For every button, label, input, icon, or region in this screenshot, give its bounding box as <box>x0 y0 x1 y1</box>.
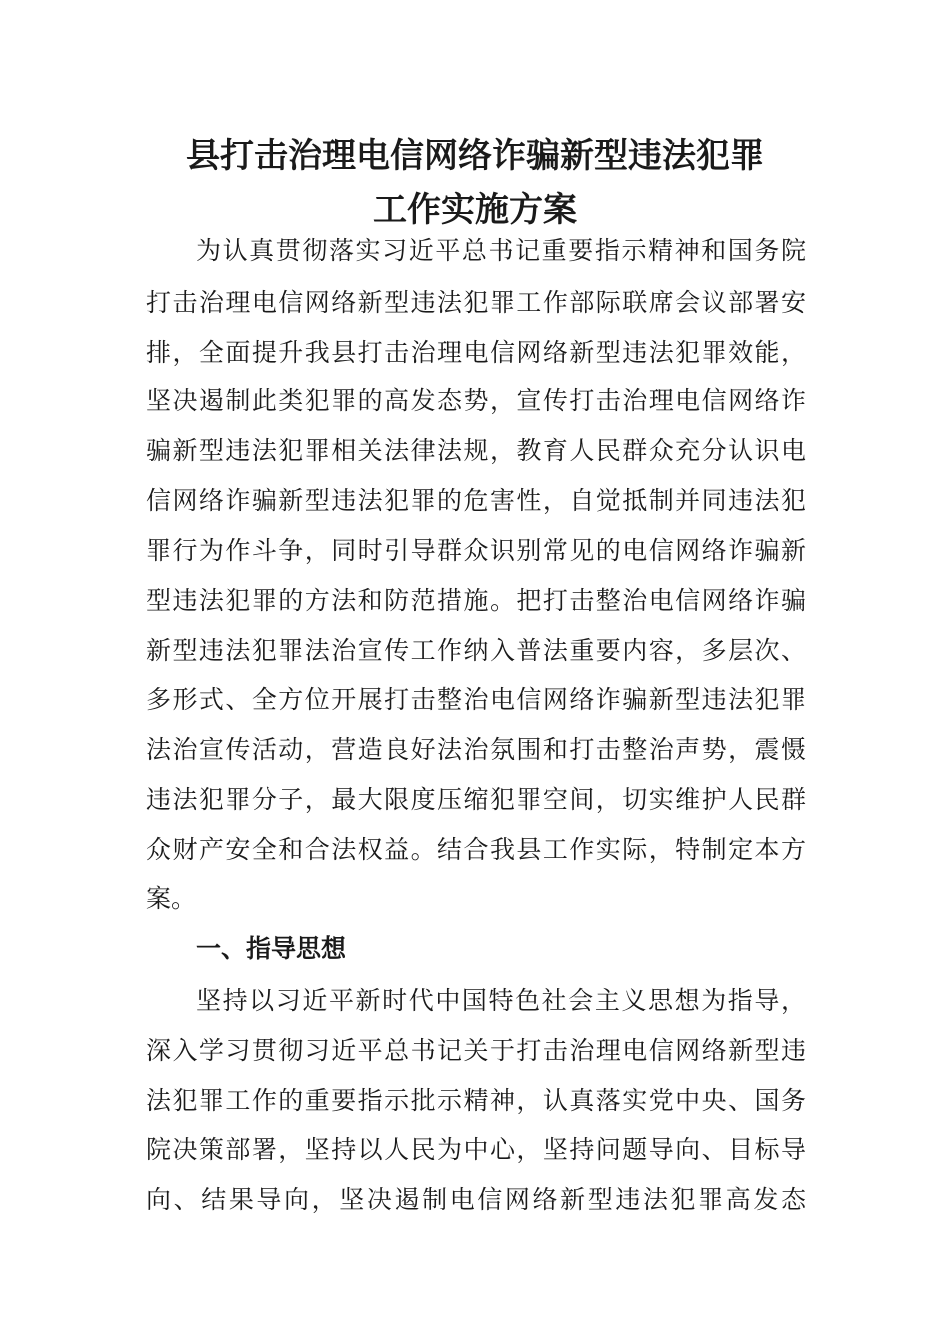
paragraph-line: 罪行为作斗争，同时引导群众识别常见的电信网络诈骗新 <box>146 536 806 565</box>
paragraph-line: 向、结果导向，坚决遏制电信网络新型违法犯罪高发态 <box>146 1185 806 1214</box>
paragraph-line: 众财产安全和合法权益。结合我县工作实际，特制定本方 <box>146 835 806 864</box>
paragraph-line: 案。 <box>146 884 197 913</box>
paragraph-line: 院决策部署，坚持以人民为中心，坚持问题导向、目标导 <box>146 1135 806 1164</box>
paragraph-line: 违法犯罪分子，最大限度压缩犯罪空间，切实维护人民群 <box>146 785 806 814</box>
paragraph-line: 骗新型违法犯罪相关法律法规，教育人民群众充分认识电 <box>146 436 806 465</box>
paragraph-line: 多形式、全方位开展打击整治电信网络诈骗新型违法犯罪 <box>146 685 806 714</box>
paragraph-line: 为认真贯彻落实习近平总书记重要指示精神和国务院 <box>196 236 806 265</box>
paragraph-line: 坚持以习近平新时代中国特色社会主义思想为指导， <box>196 986 806 1015</box>
section-heading: 一、指导思想 <box>196 934 347 963</box>
paragraph-line: 型违法犯罪的方法和防范措施。把打击整治电信网络诈骗 <box>146 586 806 615</box>
paragraph-line: 坚决遏制此类犯罪的高发态势，宣传打击治理电信网络诈 <box>146 386 806 415</box>
document-title-line-1: 县打击治理电信网络诈骗新型违法犯罪 <box>186 136 764 176</box>
paragraph-line: 新型违法犯罪法治宣传工作纳入普法重要内容，多层次、 <box>146 636 806 665</box>
paragraph-line: 信网络诈骗新型违法犯罪的危害性，自觉抵制并同违法犯 <box>146 486 806 515</box>
document-title-line-2: 工作实施方案 <box>373 190 577 230</box>
paragraph-line: 法治宣传活动，营造良好法治氛围和打击整治声势，震慑 <box>146 735 806 764</box>
paragraph-line: 法犯罪工作的重要指示批示精神，认真落实党中央、国务 <box>146 1086 806 1115</box>
paragraph-line: 打击治理电信网络新型违法犯罪工作部际联席会议部署安 <box>146 288 806 317</box>
paragraph-line: 深入学习贯彻习近平总书记关于打击治理电信网络新型违 <box>146 1036 806 1065</box>
paragraph-line: 排，全面提升我县打击治理电信网络新型违法犯罪效能， <box>146 338 806 367</box>
